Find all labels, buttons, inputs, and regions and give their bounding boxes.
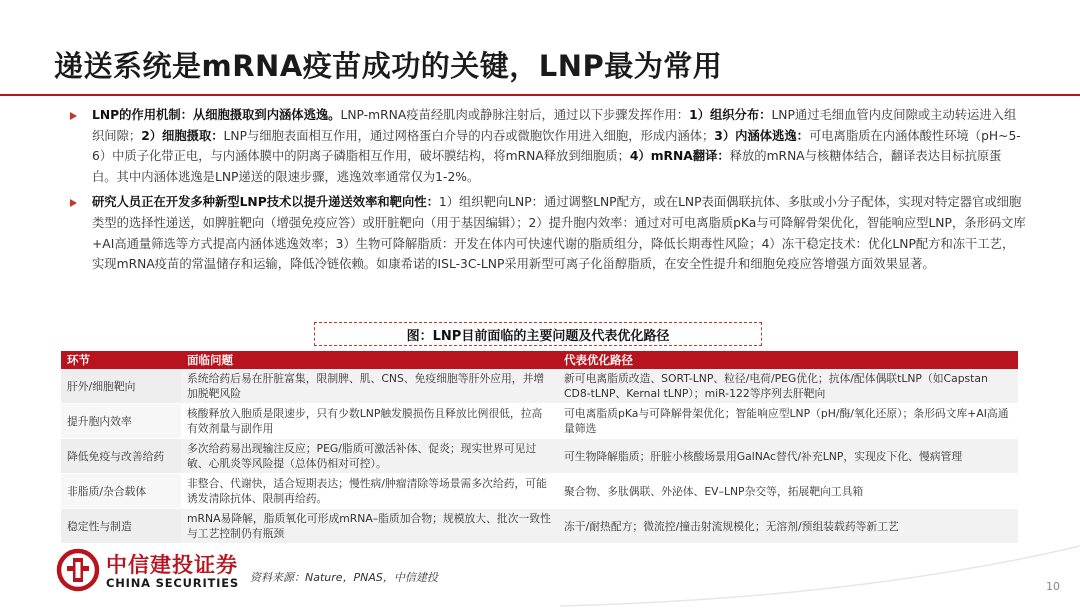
figure-caption-box (314, 322, 762, 346)
bullet-text: 2）细胞摄取： (141, 128, 224, 143)
table-row (61, 474, 1018, 509)
table-cell-solution: 可生物降解脂质；肝脏小核酸场景用GalNAc替代/补充LNP，实现皮下化、慢病管理 (558, 439, 1018, 474)
figure-caption: 图：LNP目前面临的主要问题及代表优化路径 (406, 328, 670, 344)
bullet-text: 4）mRNA翻译： (629, 149, 730, 164)
title-divider (0, 94, 1080, 96)
table-cell-stage: 肝外/细胞靶向 (61, 369, 181, 404)
table-row (61, 439, 1018, 474)
bullet-text: LNP通过毛细血管内皮间隙或主动转运进入组织间隙； (92, 108, 1017, 143)
citic-logo-icon (56, 548, 100, 592)
table-cell-stage: 降低免疫与改善给药 (61, 439, 181, 474)
bullet-arrow-icon (70, 199, 77, 207)
table-cell-solution: 冻干/耐热配方；微流控/撞击射流规模化；无溶剂/预组装载药等新工艺 (558, 509, 1018, 544)
bullet-text: LNP-mRNA疫苗经肌肉或静脉注射后，通过以下步骤发挥作用： (340, 108, 690, 122)
bullet-text: LNP与细胞表面相互作用，通过网格蛋白介导的内吞或微胞饮作用进入细胞，形成内涵体； (223, 128, 715, 143)
bullet-text: 研究人员正在开发多种新型LNP技术以提升递送效率和靶向性： (92, 195, 439, 210)
table-cell-problem: mRNA易降解，脂质氧化可形成mRNA–脂质加合物；规模放大、批次一致性与工艺控制仍有瓶颈 (181, 509, 558, 544)
table-cell-solution: 聚合物、多肽偶联、外泌体、EV–LNP杂交等，拓展靶向工具箱 (558, 474, 1018, 509)
table-cell-stage: 提升胞内效率 (61, 404, 181, 439)
table-header-cell: 代表优化路径 (558, 351, 1018, 369)
bullet-text: 释放的mRNA与核糖体结合，翻译表达目标抗原蛋白。其中内涵体逃逸是LNP递送的限速步骤，逃逸效率通常仅为1-2%。 (92, 149, 1002, 184)
bullet-text: 3）内涵体逃逸： (714, 128, 809, 143)
table-cell-stage: 稳定性与制造 (61, 509, 181, 544)
table-row (61, 404, 1018, 439)
page-title: 递送系统是mRNA疫苗成功的关键，LNP最为常用 (54, 49, 723, 83)
table-header-row (61, 351, 1018, 369)
logo-chinese-name: 中信建投证券 (106, 553, 238, 577)
logo-english-name: CHINA SECURITIES (106, 576, 239, 590)
bullet-item-new-tech (70, 192, 1026, 274)
bullet-text: LNP的作用机制：从细胞摄取到内涵体逃逸。 (92, 108, 341, 122)
table-cell-solution: 可电离脂质pKa与可降解骨架优化；智能响应型LNP（pH/酶/氧化还原）；条形码文库+AI高通量筛选 (558, 404, 1018, 439)
table-cell-problem: 核酸释放入胞质是限速步，只有少数LNP触发膜损伤且释放比例很低，拉高有效剂量与副作用 (181, 404, 558, 439)
table-cell-problem: 多次给药易出现输注反应；PEG/脂质可激活补体、促炎；现实世界可见过敏、心肌炎等风险提（总体仍相对可控）。 (181, 439, 558, 474)
page-number: 10 (1046, 580, 1060, 593)
bullet-text: 1）组织靶向LNP：通过调整LNP配方，或在LNP表面偶联抗体、多肽或小分子配体，实现对特定器官或细胞类型的选择性递送，如脾脏靶向（增强免疫应答）或肝脏靶向（用于基因编辑）；2）提升胞内效率：通过对可电离脂质pKa与可降解骨架优化，智能响应型LNP，条形码文库+AI高通量筛选等方式提高内涵体逃逸效率；3）生物可降解脂质：开发在体内可快速代谢的脂质组分，降低长期毒性风险；4）冻干稳定技术：优化LNP配方和冻干工艺，实现mRNA疫苗的常温储存和运输，降低冷链依赖。如康希诺的ISL-3C-LNP采用新型可离子化甾醇脂质，在安全性提升和细胞免疫应答增强方面效果显著。 (92, 195, 1026, 272)
table-cell-stage: 非脂质/杂合载体 (61, 474, 181, 509)
table-header-cell: 环节 (61, 351, 181, 369)
table-cell-problem: 非整合、代谢快，适合短期表达；慢性病/肿瘤清除等场景需多次给药，可能诱发清除抗体、限制再给药。 (181, 474, 558, 509)
bullet-list (70, 105, 1026, 275)
problems-table (61, 351, 1018, 544)
table-cell-solution: 新可电离脂质改造、SORT-LNP、粒径/电荷/PEG优化；抗体/配体偶联tLNP（如Capstan CD8-tLNP、Kernal tLNP）；miR-122等序列去肝靶向 (558, 369, 1018, 404)
table-header-cell: 面临问题 (181, 351, 558, 369)
bullet-text: 可电离脂质在内涵体酸性环境（pH~5-6）中质子化带正电，与内涵体膜中的阴离子磷脂相互作用，破坏膜结构，将mRNA释放到细胞质； (92, 128, 1021, 164)
bullet-item-mechanism (70, 105, 1026, 187)
bullet-arrow-icon (70, 112, 77, 120)
table-row (61, 369, 1018, 404)
decorative-curve (560, 538, 1080, 608)
source-note: 资料来源：Nature，PNAS，中信建投 (250, 571, 438, 584)
table-cell-problem: 系统给药后易在肝脏富集，限制脾、肌、CNS、免疫细胞等肝外应用，并增加脱靶风险 (181, 369, 558, 404)
bullet-text: 1）组织分布： (689, 108, 772, 122)
